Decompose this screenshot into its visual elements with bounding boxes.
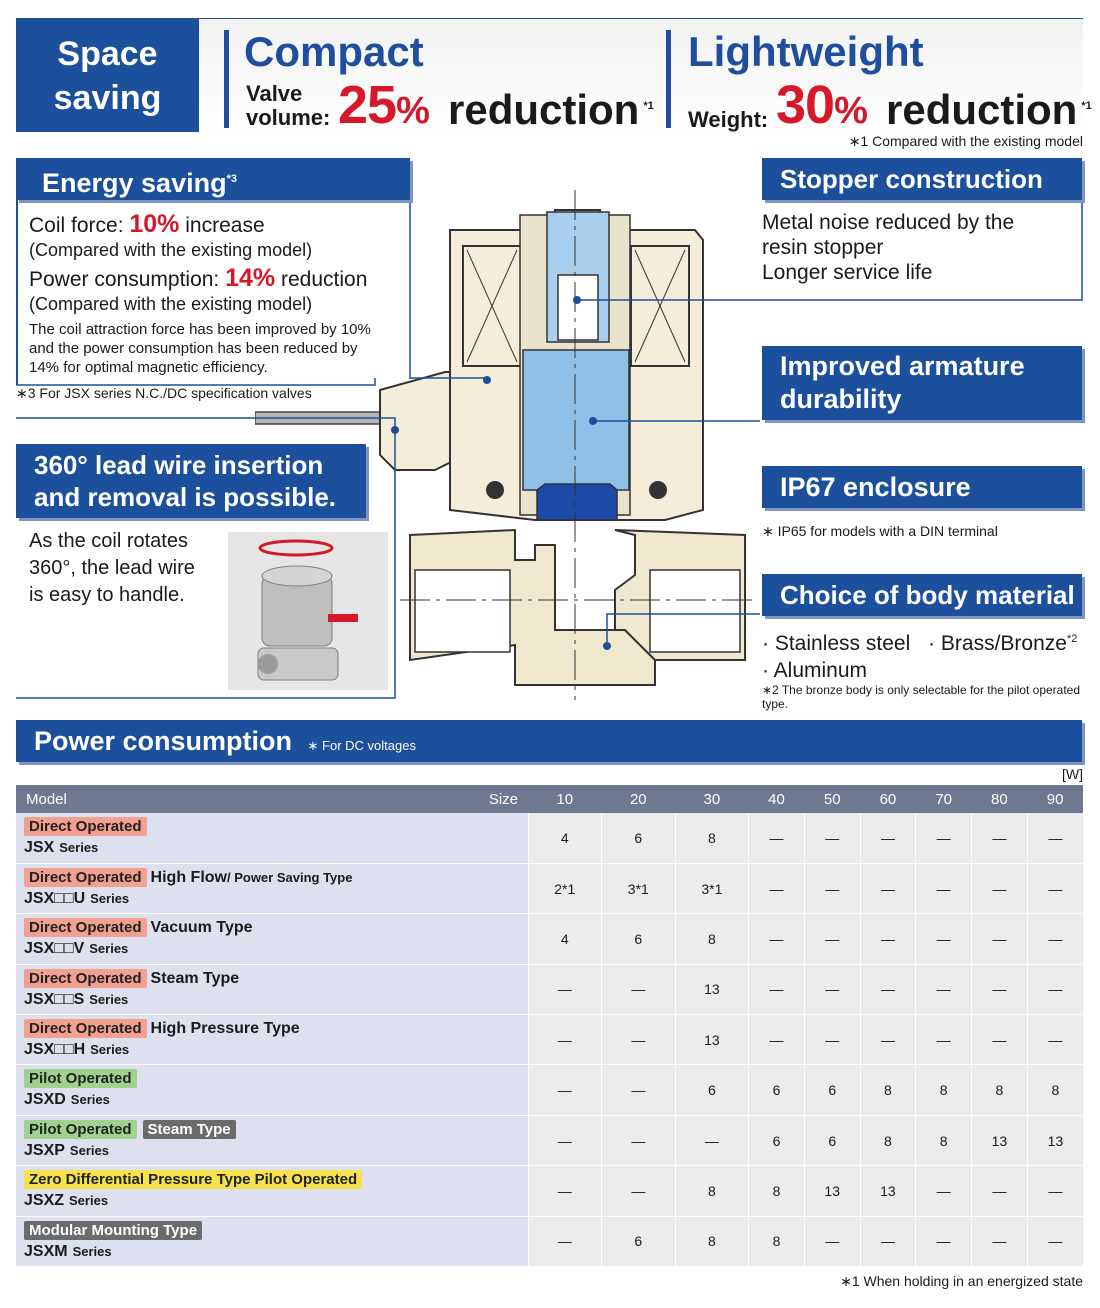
power-value-cell: — [804, 863, 860, 913]
model-cell [16, 1115, 528, 1165]
power-value-cell: — [972, 964, 1028, 1014]
power-value-cell: — [675, 1115, 749, 1165]
power-value-cell: — [804, 964, 860, 1014]
table-row [16, 964, 1083, 1014]
power-value-cell: — [1027, 914, 1083, 964]
coil-force-note: (Compared with the existing model) [29, 240, 313, 260]
body-material-banner: Choice of body material [762, 574, 1082, 616]
power-value-cell: — [804, 1216, 860, 1266]
power-value-cell: — [916, 813, 972, 863]
power-value-cell: — [528, 1015, 602, 1065]
power-value-cell: 8 [860, 1065, 916, 1115]
power-unit: [W] [1062, 766, 1083, 782]
power-value-cell: — [749, 964, 805, 1014]
model-size-header [16, 785, 528, 813]
table-row [16, 1166, 1083, 1216]
power-consumption-banner [16, 720, 1082, 762]
power-value-cell: 6 [602, 813, 676, 863]
series-suffix: Series [72, 1243, 112, 1259]
series-name [24, 991, 520, 1009]
series-suffix: Series [69, 1193, 109, 1209]
power-value-cell: 13 [675, 964, 749, 1014]
power-value-cell: 8 [860, 1115, 916, 1165]
series-code: JSX□□V [24, 940, 85, 958]
series-name [24, 1192, 520, 1210]
model-tags [24, 1221, 520, 1240]
power-value-cell: — [1027, 813, 1083, 863]
power-value-cell: 8 [916, 1065, 972, 1115]
power-value-cell: — [1027, 964, 1083, 1014]
armature-banner [762, 346, 1082, 420]
size-header: 70 [916, 785, 972, 813]
col-size: Size [488, 790, 518, 808]
power-value-cell: — [749, 1015, 805, 1065]
body-material-ref: *2 [1066, 633, 1078, 645]
power-prefix: Power consumption: [29, 268, 226, 291]
power-value-cell: — [602, 1166, 676, 1216]
series-suffix: Series [90, 1042, 130, 1058]
operation-tag: Direct Operated [24, 817, 147, 836]
power-value-cell: — [860, 1216, 916, 1266]
model-tags [24, 868, 520, 887]
size-header: 60 [860, 785, 916, 813]
operation-tag: Direct Operated [24, 918, 147, 937]
operation-tag: Pilot Operated [24, 1069, 137, 1088]
power-value-cell: — [972, 1015, 1028, 1065]
power-value-cell: — [972, 1216, 1028, 1266]
model-cell [16, 1216, 528, 1266]
table-row [16, 863, 1083, 913]
series-code: JSXM [24, 1242, 68, 1260]
power-value-cell: — [860, 1015, 916, 1065]
series-code: JSXP [24, 1141, 65, 1159]
space-saving-label: Space saving [53, 35, 162, 117]
power-value-cell: — [749, 863, 805, 913]
compact-title: Compact [244, 28, 424, 75]
power-value-cell: — [916, 1166, 972, 1216]
operation-tag: Pilot Operated [24, 1120, 137, 1139]
operation-tag: Direct Operated [24, 969, 147, 988]
type-label: High Pressure Type [150, 1020, 300, 1038]
power-value-cell: — [860, 813, 916, 863]
series-name [24, 1041, 520, 1059]
power-value-cell: 13 [675, 1015, 749, 1065]
power-value-cell: — [804, 813, 860, 863]
series-name [24, 1091, 520, 1109]
power-value-cell: 6 [749, 1115, 805, 1165]
type-label: Vacuum Type [150, 919, 253, 937]
series-code: JSX [24, 839, 55, 856]
power-value-cell: — [749, 914, 805, 964]
power-footnote: ∗1 When holding in an energized state [840, 1273, 1083, 1289]
body-material-list [762, 626, 1077, 684]
model-cell [16, 964, 528, 1014]
power-value-cell: — [916, 914, 972, 964]
power-value-cell: — [749, 813, 805, 863]
ip67-note: ∗ IP65 for models with a DIN terminal [762, 523, 998, 539]
series-suffix: Series [59, 840, 99, 855]
power-value-cell: 13 [1027, 1115, 1083, 1165]
power-value-cell: 8 [675, 914, 749, 964]
model-cell [16, 1166, 528, 1216]
model-tags [24, 1120, 520, 1139]
power-value-cell: — [860, 863, 916, 913]
power-note: (Compared with the existing model) [29, 294, 313, 314]
lead-wire-title-line1: 360° lead wire insertion [34, 450, 324, 480]
power-value-cell: 6 [804, 1065, 860, 1115]
model-tags [24, 1069, 520, 1088]
stopper-banner: Stopper construction [762, 158, 1082, 200]
power-value-cell: — [528, 964, 602, 1014]
body-material-note: ∗2 The bronze body is only selectable for the pilot operated type. [762, 683, 1081, 711]
stopper-content [762, 210, 1014, 285]
model-tags [24, 1019, 520, 1038]
power-value-cell: 13 [972, 1115, 1028, 1165]
series-suffix: Series [69, 1142, 109, 1158]
compact-word: reduction [448, 86, 640, 133]
energy-saving-ref: *3 [226, 173, 237, 185]
power-value-cell: — [916, 863, 972, 913]
power-value: 14% [225, 264, 276, 292]
operation-tag: Zero Differential Pressure Type Pilot Operated [24, 1170, 362, 1189]
power-value-cell: — [1027, 1166, 1083, 1216]
table-row [16, 914, 1083, 964]
type-tag: Steam Type [143, 1120, 236, 1139]
lead-wire-description: As the coil rotates 360°, the lead wire is easy to handle. [29, 530, 195, 606]
power-value-cell: — [916, 1015, 972, 1065]
power-value-cell: 8 [1027, 1065, 1083, 1115]
energy-saving-banner [16, 158, 410, 200]
series-name [24, 890, 520, 908]
power-value-cell: — [972, 863, 1028, 913]
table-row [16, 813, 1083, 863]
lightweight-note-ref: *1 [1081, 100, 1092, 112]
model-cell [16, 1015, 528, 1065]
series-code: JSXD [24, 1091, 66, 1109]
size-header: 90 [1027, 785, 1083, 813]
size-header: 40 [749, 785, 805, 813]
type-sublabel: / Power Saving Type [226, 869, 353, 885]
lead-wire-title-line2: and removal is possible. [34, 482, 336, 512]
series-name [24, 1243, 520, 1261]
power-value-cell: 8 [916, 1115, 972, 1165]
size-header: 10 [528, 785, 602, 813]
model-tags [24, 1170, 520, 1189]
table-row [16, 1015, 1083, 1065]
lightweight-word: reduction [886, 86, 1078, 133]
model-cell [16, 1065, 528, 1115]
power-value-cell: — [972, 1166, 1028, 1216]
operation-tag: Direct Operated [24, 868, 147, 887]
series-suffix: Series [70, 1092, 110, 1108]
power-value-cell: — [602, 1065, 676, 1115]
table-header-row [16, 785, 1083, 813]
compact-label-line2: volume: [246, 105, 331, 130]
energy-saving-content [29, 212, 399, 377]
power-value-cell: — [972, 813, 1028, 863]
series-code: JSXZ [24, 1192, 65, 1210]
series-suffix: Series [89, 991, 129, 1007]
compact-unit: % [396, 90, 429, 132]
power-value-cell: — [528, 1065, 602, 1115]
ip67-banner: IP67 enclosure [762, 466, 1082, 508]
power-value-cell: 13 [860, 1166, 916, 1216]
table-row [16, 1065, 1083, 1115]
power-value-cell: 3*1 [602, 863, 676, 913]
energy-saving-border [16, 198, 18, 385]
size-header: 80 [972, 785, 1028, 813]
power-value-cell: 6 [675, 1065, 749, 1115]
power-value-cell: — [860, 914, 916, 964]
power-value-cell: — [602, 1015, 676, 1065]
power-value-cell: — [528, 1166, 602, 1216]
model-cell [16, 914, 528, 964]
power-value-cell: — [1027, 1015, 1083, 1065]
body-material-brass: · Brass/Bronze [928, 632, 1067, 655]
power-value-cell: — [804, 914, 860, 964]
power-value-cell: 8 [749, 1216, 805, 1266]
power-value-cell: 8 [972, 1065, 1028, 1115]
lightweight-unit: % [834, 90, 867, 132]
series-name [24, 1142, 520, 1160]
power-value-cell: — [528, 1115, 602, 1165]
lead-wire-banner [16, 444, 366, 518]
power-value-cell: — [860, 964, 916, 1014]
size-header: 30 [675, 785, 749, 813]
power-value-cell: 6 [602, 914, 676, 964]
series-code: JSX□□U [24, 889, 86, 907]
power-value-cell: — [602, 964, 676, 1014]
table-row [16, 1115, 1083, 1165]
power-value-cell: — [916, 964, 972, 1014]
model-tags [24, 969, 520, 988]
power-value-cell: — [528, 1216, 602, 1266]
size-header: 50 [804, 785, 860, 813]
compact-value: 25 [338, 75, 397, 135]
series-name [24, 839, 520, 857]
model-tags [24, 918, 520, 937]
col-model: Model [26, 790, 67, 808]
power-suffix: reduction [275, 268, 368, 291]
operation-tag: Modular Mounting Type [24, 1221, 202, 1240]
stopper-line2: resin stopper [762, 236, 884, 259]
stopper-line1: Metal noise reduced by the [762, 211, 1015, 234]
stopper-line3: Longer service life [762, 261, 933, 284]
operation-tag: Direct Operated [24, 1019, 147, 1038]
rotating-coil-image [228, 532, 388, 690]
power-title: Power consumption [34, 726, 293, 756]
power-value-cell: 2*1 [528, 863, 602, 913]
header-footnote: ∗1 Compared with the existing model [848, 133, 1083, 149]
series-suffix: Series [89, 941, 129, 957]
power-value-cell: 8 [675, 1216, 749, 1266]
coil-force-prefix: Coil force: [29, 214, 130, 237]
coil-force-value: 10% [129, 210, 180, 238]
lightweight-title: Lightweight [688, 28, 924, 75]
armature-title-line1: Improved armature [780, 351, 1025, 381]
power-subtitle: ∗ For DC voltages [307, 738, 416, 753]
power-value-cell: 13 [804, 1166, 860, 1216]
model-cell [16, 863, 528, 913]
power-value-cell: 8 [749, 1166, 805, 1216]
type-label: Steam Type [150, 969, 240, 987]
energy-saving-title: Energy saving [42, 168, 227, 198]
size-header: 20 [602, 785, 676, 813]
table-row [16, 1216, 1083, 1266]
power-value-cell: 6 [602, 1216, 676, 1266]
power-value-cell: 6 [804, 1115, 860, 1165]
body-material-stainless: · Stainless steel [762, 632, 911, 655]
model-cell [16, 813, 528, 863]
power-value-cell: 6 [749, 1065, 805, 1115]
series-code: JSX□□H [24, 1041, 86, 1059]
energy-saving-footnote: ∗3 For JSX series N.C./DC specification valves [16, 385, 312, 401]
armature-title-line2: durability [780, 384, 902, 414]
model-tags [24, 817, 520, 836]
power-value-cell: 4 [528, 813, 602, 863]
compact-note-ref: *1 [643, 100, 654, 112]
series-name [24, 940, 520, 958]
power-value-cell: — [916, 1216, 972, 1266]
power-consumption-table [16, 785, 1083, 1267]
power-value-cell: — [1027, 1216, 1083, 1266]
power-value-cell: 4 [528, 914, 602, 964]
lightweight-label: Weight: [688, 107, 769, 132]
power-consumption-line [29, 266, 399, 292]
series-suffix: Series [90, 890, 130, 906]
coil-force-line [29, 212, 399, 238]
type-label: High Flow [150, 868, 227, 886]
coil-force-suffix: increase [179, 214, 265, 237]
lightweight-value: 30 [776, 75, 835, 135]
series-code: JSX□□S [24, 990, 85, 1008]
power-value-cell: 3*1 [675, 863, 749, 913]
power-value-cell: 8 [675, 813, 749, 863]
power-value-cell: — [602, 1115, 676, 1165]
body-material-aluminum: · Aluminum [762, 659, 868, 682]
energy-saving-description: The coil attraction force has been improved by 10% and the power consumption has been reduced by 14% for optimal magnetic efficiency. [29, 321, 371, 376]
compact-label-line1: Valve [246, 81, 303, 106]
power-value-cell: — [804, 1015, 860, 1065]
power-value-cell: — [972, 914, 1028, 964]
power-value-cell: 8 [675, 1166, 749, 1216]
power-value-cell: — [1027, 863, 1083, 913]
